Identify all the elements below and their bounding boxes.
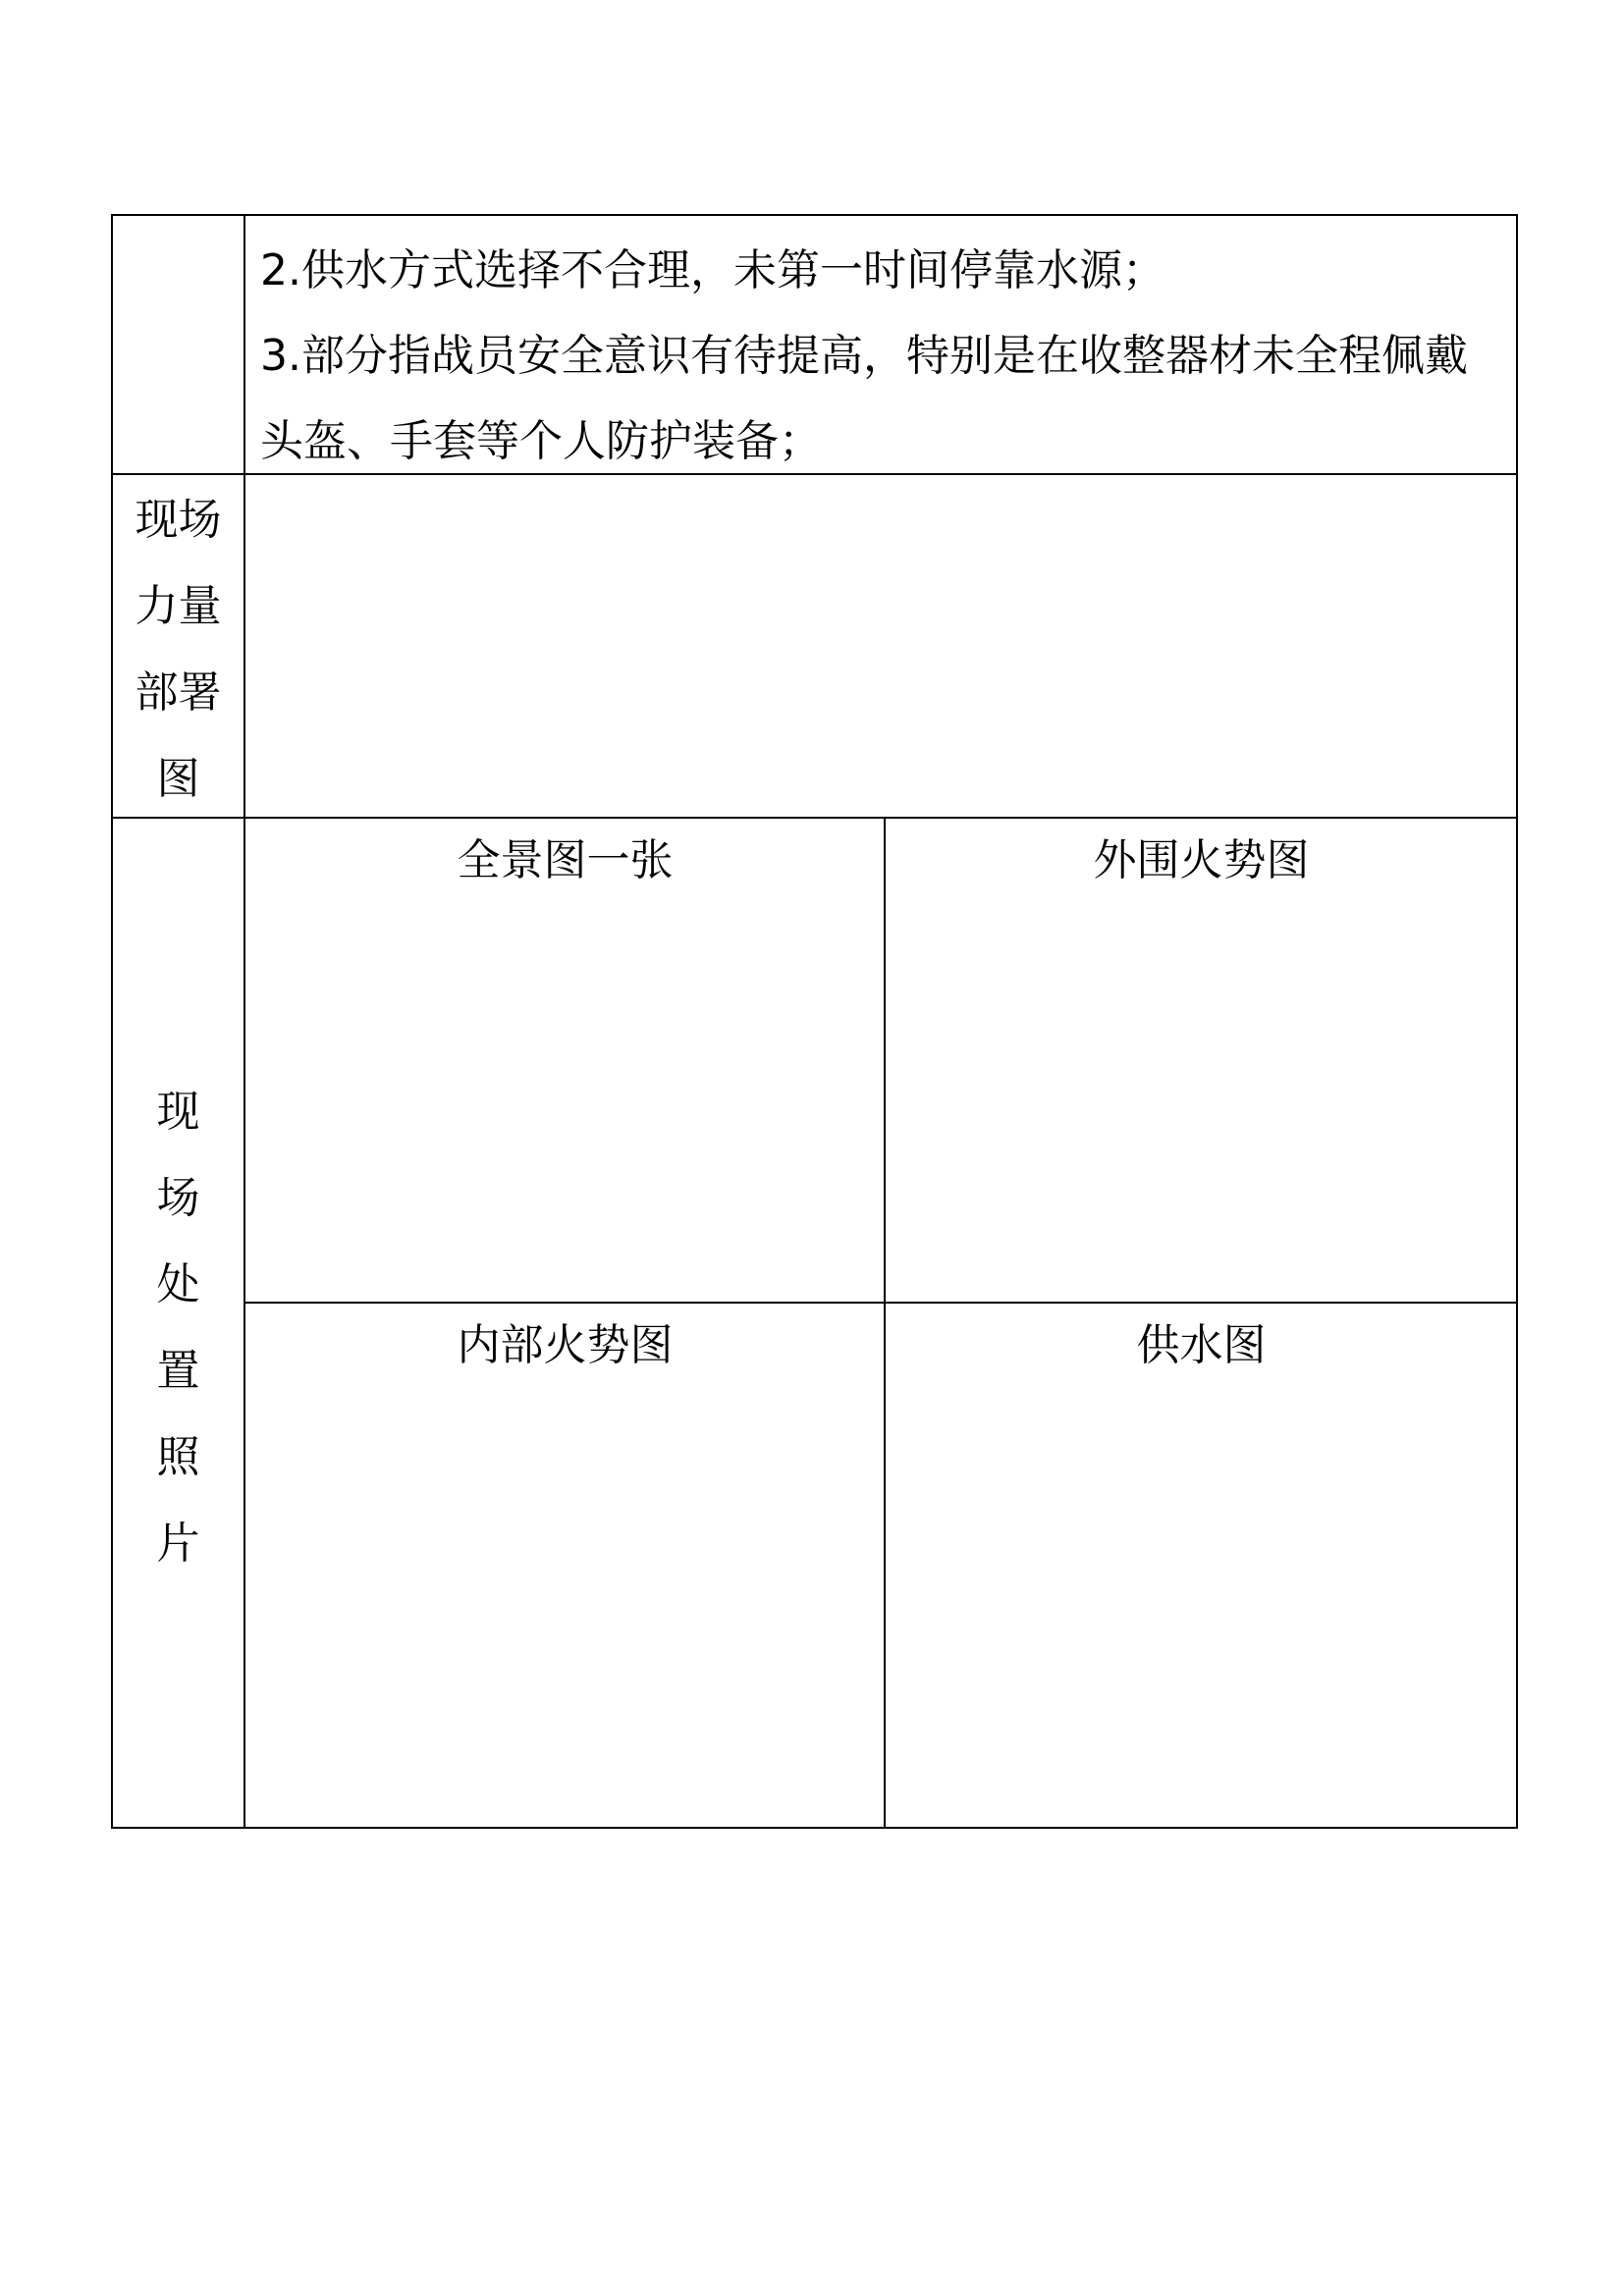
note-item-2: 2.供水方式选择不合理，未第一时间停靠水源； (260, 245, 1165, 295)
deployment-label-row: 图 (156, 754, 200, 804)
deployment-label-row: 力量 (135, 581, 222, 631)
photos-label-row: 现 (156, 1087, 200, 1137)
photo-caption-interior-fire: 内部火势图 (457, 1320, 674, 1370)
photos-label-row: 片 (156, 1519, 200, 1569)
deployment-label (112, 477, 244, 813)
photos-label-row: 场 (156, 1173, 200, 1223)
photos-label (112, 1069, 244, 1589)
photo-grid-divider (244, 1302, 1518, 1304)
photos-label-row: 置 (156, 1346, 200, 1396)
photos-label-row: 处 (156, 1259, 200, 1309)
note-item-3: 3.部分指战员安全意识有待提高，特别是在收整器材未全程佩戴头盔、手套等个人防护装备； (260, 331, 1468, 466)
photo-caption-exterior-fire: 外围火势图 (1093, 835, 1310, 885)
notes-cell (246, 216, 1513, 473)
deployment-diagram-area (246, 475, 1516, 817)
photo-caption-panorama: 全景图一张 (457, 835, 674, 885)
deployment-label-row: 现场 (135, 495, 222, 545)
photo-caption-water-supply: 供水图 (1136, 1320, 1267, 1370)
photos-label-row: 照 (156, 1432, 200, 1482)
table-border-bottom (111, 1827, 1518, 1829)
table-row-divider-2 (111, 817, 1518, 819)
table-border-right (1516, 214, 1518, 1829)
deployment-label-row: 部署 (135, 667, 222, 718)
